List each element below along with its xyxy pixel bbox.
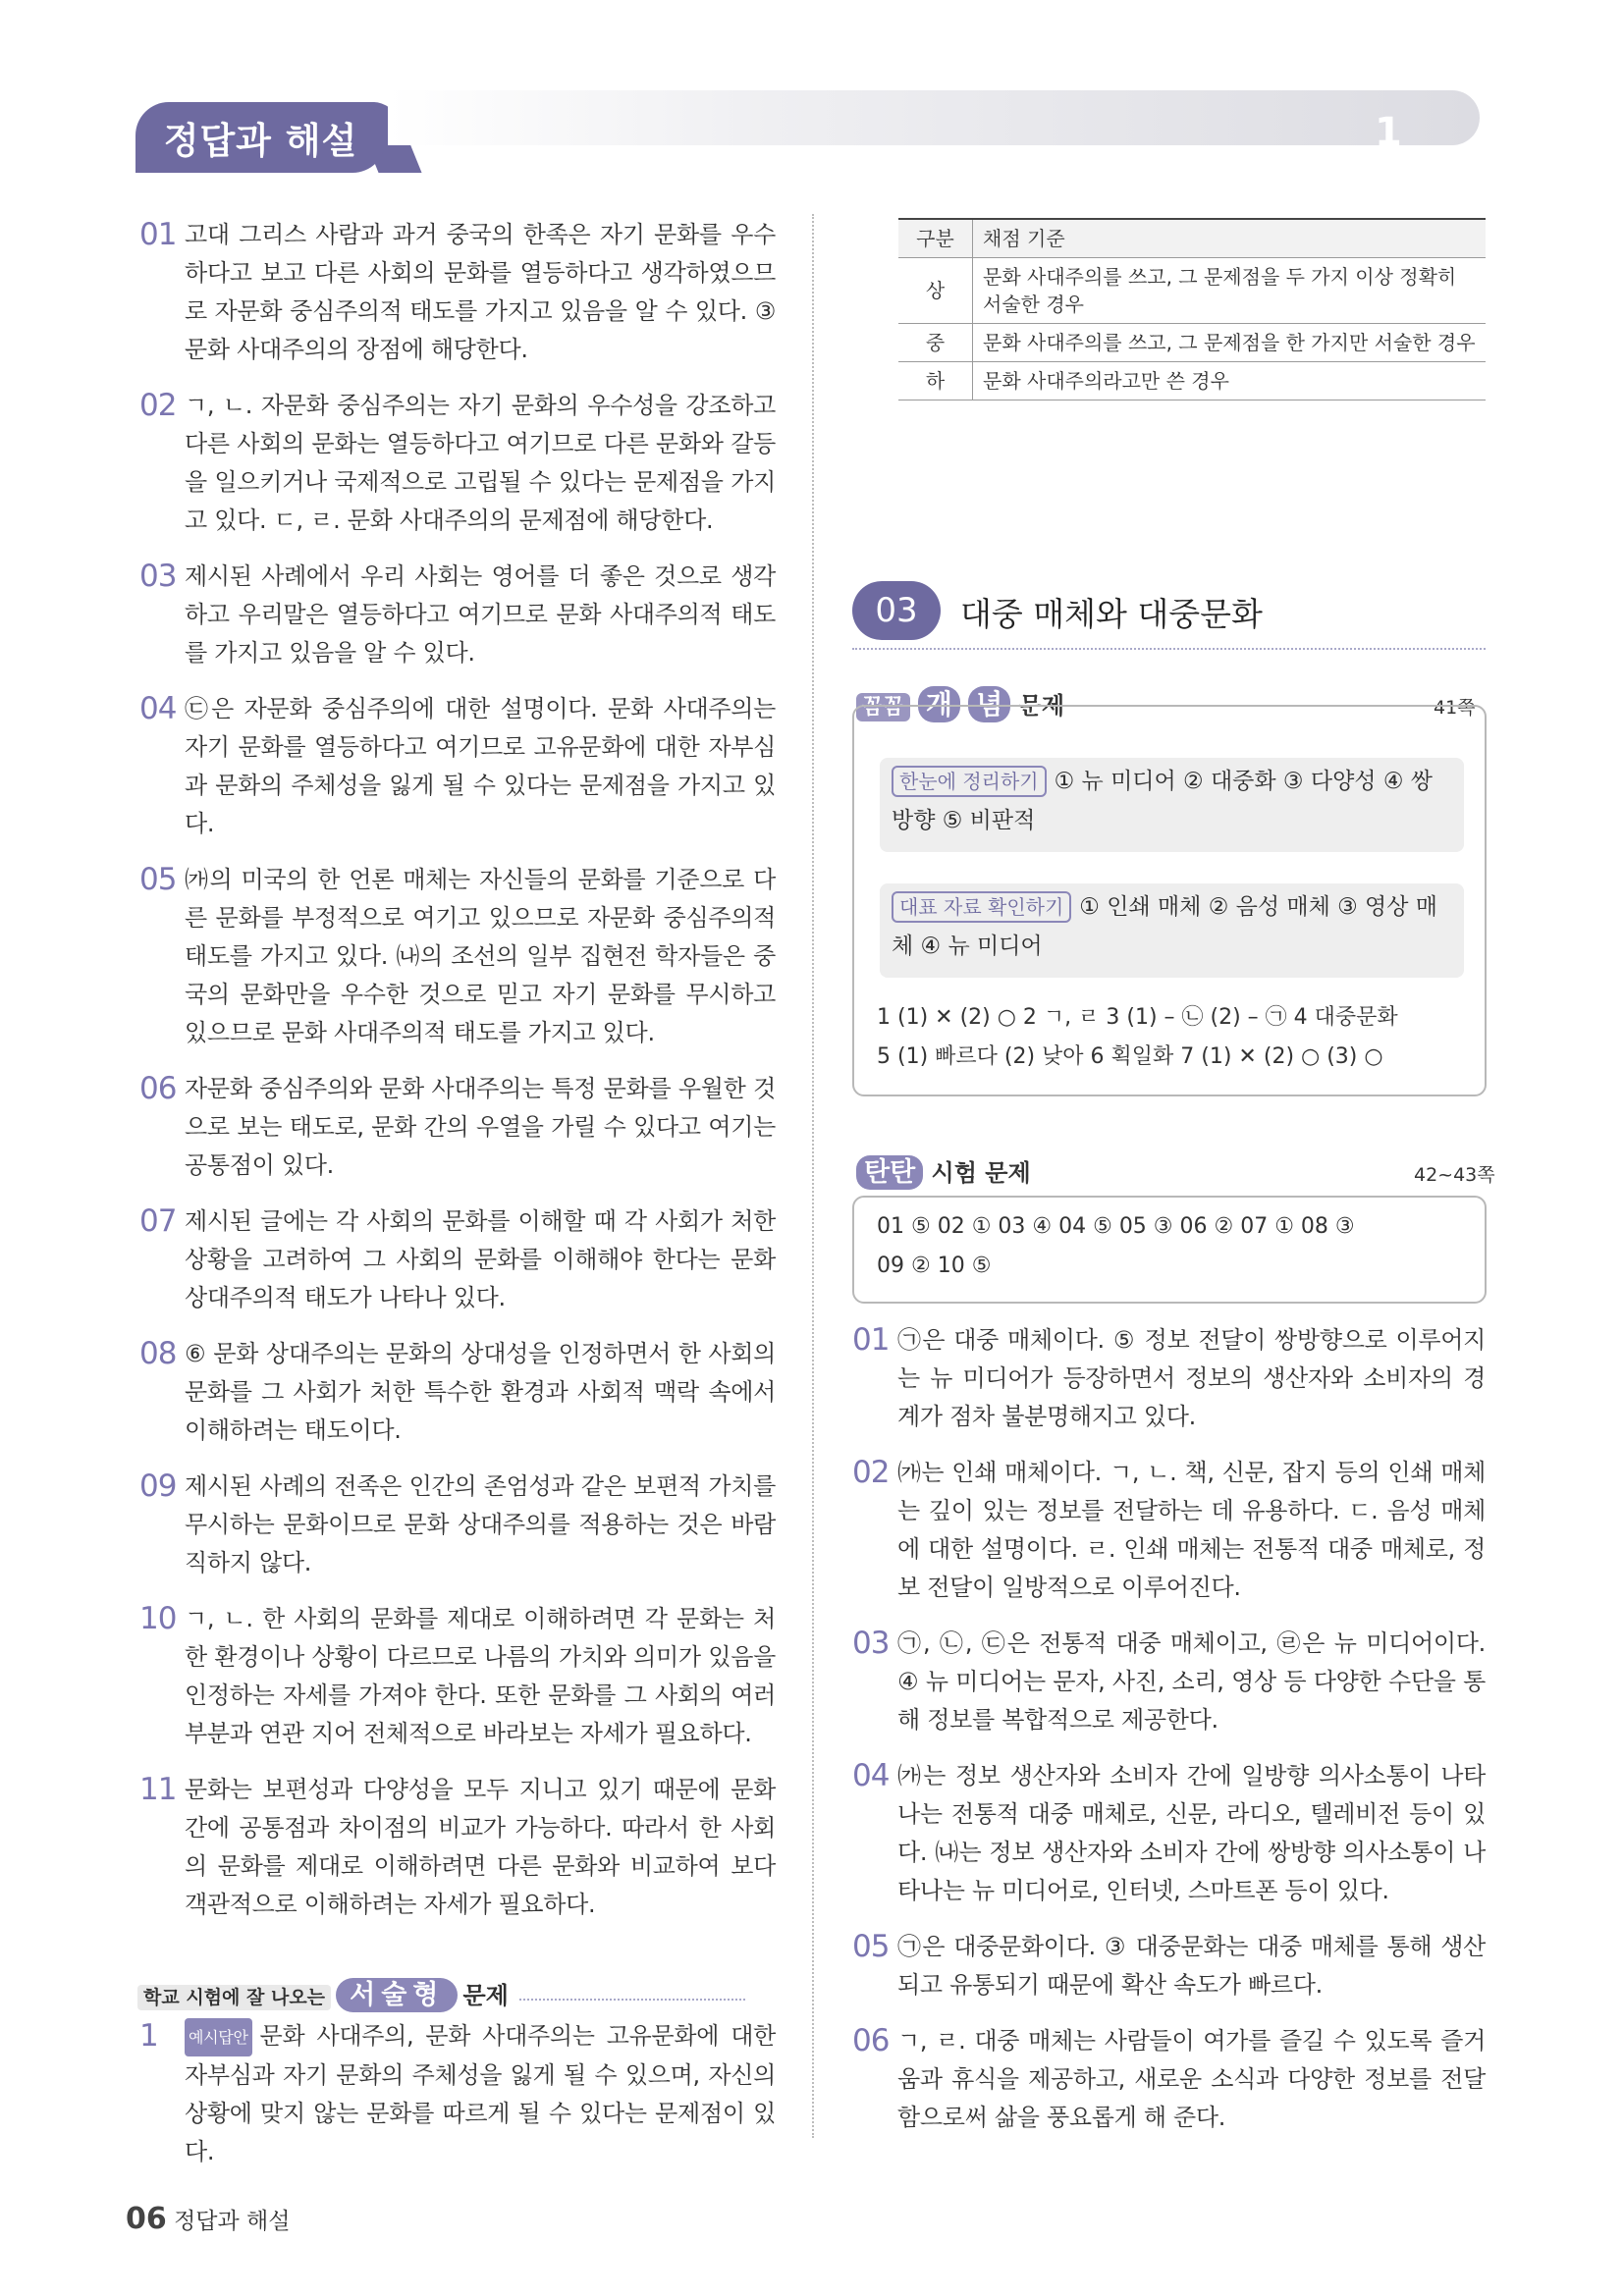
item-number: 03 — [139, 559, 177, 594]
left-column — [139, 216, 776, 1942]
item-number: 03 — [852, 1626, 890, 1661]
item-text: ㈎의 미국의 한 언론 매체는 자신들의 문화를 기준으로 다른 문화를 부정적으로 여기고 있으므로 자문화 중심주의적 태도를 가지고 있다. ㈏의 조선의 일부 집현전 학자들은 중국의 문화만을 우수한 것으로 믿고 자기 문화를 무시하고 있으므로 문화 사대주의적 태도를 가지고 있다. — [185, 866, 776, 1046]
table-cell: 문화 사대주의를 쓰고, 그 문제점을 한 가지만 서술한 경우 — [973, 324, 1487, 362]
concept-label-a: 꼼꼼 — [856, 693, 910, 721]
answer-item — [139, 1335, 776, 1450]
right-column — [852, 1321, 1486, 2155]
concept-label-b: 개 — [918, 686, 960, 722]
item-text: ㉢은 자문화 중심주의에 대한 설명이다. 문화 사대주의는 자기 문화를 열등하다고 여기므로 고유문화에 대한 자부심과 문화의 주체성을 잃게 될 수 있다는 문제점을 가지고 있다. — [185, 695, 776, 837]
concept-answers-line1: 1 (1) ✕ (2) ○ 2 ㄱ, ㄹ 3 (1) – ㉡ (2) – ㉠ 4 대중문화 — [877, 1005, 1398, 1030]
item-text: ㈎는 정보 생산자와 소비자 간에 일방향 의사소통이 나타나는 전통적 대중 매체로, 신문, 라디오, 텔레비전 등이 있다. ㈏는 정보 생산자와 소비자 간에 쌍방향 의사소통이 나타나는 뉴 미디어로, 인터넷, 스마트폰 등이 있다. — [897, 1762, 1486, 1904]
answer-item — [139, 1771, 776, 1924]
item-text: 자문화 중심주의와 문화 사대주의는 특정 문화를 우월한 것으로 보는 태도로, 문화 간의 우열을 가릴 수 있다고 여기는 공통점이 있다. — [185, 1075, 776, 1179]
table-header-grade: 구분 — [898, 219, 973, 258]
table-cell: 상 — [898, 258, 973, 324]
item-number: 05 — [139, 862, 177, 897]
material-text: ① 인쇄 매체 ② 음성 매체 ③ 영상 매체 ④ 뉴 미디어 — [892, 894, 1438, 959]
item-number: 02 — [139, 388, 177, 423]
answer-item — [852, 1625, 1486, 1739]
exam-label-a: 탄탄 — [856, 1155, 923, 1190]
item-text: ㄱ, ㄴ. 자문화 중심주의는 자기 문화의 우수성을 강조하고 다른 사회의 문화는 열등하다고 여기므로 다른 문화와 갈등을 일으키거나 국제적으로 고립될 수 있다는 문제점을 가지고 있다. ㄷ, ㄹ. 문화 사대주의의 문제점에 해당한다. — [185, 392, 776, 534]
exam-answers-line1: 01 ⑤ 02 ① 03 ④ 04 ⑤ 05 ③ 06 ② 07 ① 08 ③ — [877, 1214, 1355, 1239]
item-text — [185, 2017, 776, 2171]
seosulhyeong-item — [139, 2017, 776, 2189]
concept-answers-line2: 5 (1) 빠르다 (2) 낮아 6 획일화 7 (1) ✕ (2) ○ (3) ○ — [877, 1044, 1383, 1069]
dotted-rule — [519, 1999, 745, 2001]
header-title: 정답과 해설 — [135, 102, 386, 173]
table-cell: 중 — [898, 324, 973, 362]
footer — [126, 2202, 290, 2236]
exam-page: 42~43쪽 — [1414, 1164, 1495, 1186]
exam-label — [856, 1150, 1031, 1189]
exam-answers-line2: 09 ② 10 ⑤ — [877, 1254, 992, 1278]
answer-item — [852, 1454, 1486, 1607]
answer-item — [852, 1928, 1486, 2004]
header-band — [388, 90, 1480, 145]
item-text: 문화는 보편성과 다양성을 모두 지니고 있기 때문에 문화 간에 공통점과 차이점의 비교가 가능하다. 따라서 한 사회의 문화를 제대로 이해하려면 다른 문화와 비교하여 보다 객관적으로 이해하려는 자세가 필요하다. — [185, 1776, 776, 1918]
item-number: 09 — [139, 1468, 177, 1504]
seosulhyeong-header — [137, 1973, 771, 2008]
item-number: 11 — [139, 1772, 177, 1807]
item-text: ㉠은 대중 매체이다. ⑤ 정보 전달이 쌍방향으로 이루어지는 뉴 미디어가 등장하면서 정보의 생산자와 소비자의 경계가 점차 불분명해지고 있다. — [897, 1326, 1486, 1430]
item-number: 07 — [139, 1203, 177, 1239]
item-text: ㉠은 대중문화이다. ③ 대중문화는 대중 매체를 통해 생산되고 유통되기 때문에 확산 속도가 빠르다. — [897, 1933, 1486, 1999]
seosulhyeong-big: 서술형 — [336, 1978, 458, 2012]
summary-tag: 한눈에 정리하기 — [892, 766, 1047, 797]
item-number: 01 — [852, 1322, 890, 1358]
item-text: ㄱ, ㄴ. 한 사회의 문화를 제대로 이해하려면 각 문화는 처한 환경이나 상황이 다르므로 나름의 가치와 의미가 있음을 인정하는 자세를 가져야 한다. 또한 문화를 그 사회의 여러 부분과 연관 지어 전체적으로 바라보는 자세가 필요하다. — [185, 1605, 776, 1747]
item-text: 제시된 글에는 각 사회의 문화를 이해할 때 각 사회가 처한 상황을 고려하여 그 사회의 문화를 이해해야 한다는 문화 상대주의적 태도가 나타나 있다. — [185, 1207, 776, 1311]
item-number: 01 — [139, 217, 177, 252]
material-tag: 대표 자료 확인하기 — [892, 891, 1071, 923]
answer-item — [852, 1321, 1486, 1436]
footer-text: 정답과 해설 — [174, 2209, 291, 2234]
seosulhyeong-suffix: 문제 — [462, 1982, 509, 2009]
answer-item — [139, 216, 776, 369]
item-text: 고대 그리스 사람과 과거 중국의 한족은 자기 문화를 우수하다고 보고 다른 사회의 문화를 열등하다고 생각하였으므로 자문화 중심주의적 태도를 가지고 있음을 알 수 있다. ③ 문화 사대주의의 장점에 해당한다. — [185, 221, 776, 363]
item-number: 06 — [852, 2023, 890, 2058]
table-header-criteria: 채점 기준 — [973, 219, 1487, 258]
table-row — [898, 324, 1486, 362]
material-box — [880, 883, 1464, 978]
answer-item — [139, 1070, 776, 1185]
item-number: 06 — [139, 1071, 177, 1106]
summary-text: ① 뉴 미디어 ② 대중화 ③ 다양성 ④ 쌍방향 ⑤ 비판적 — [892, 769, 1433, 833]
item-text: ㄱ, ㄹ. 대중 매체는 사람들이 여가를 즐길 수 있도록 즐거움과 휴식을 제공하고, 새로운 소식과 다양한 정보를 전달함으로써 삶을 풍요롭게 해 준다. — [897, 2027, 1486, 2131]
table-row — [898, 362, 1486, 400]
answer-item — [852, 1757, 1486, 1910]
item-text: 제시된 사례에서 우리 사회는 영어를 더 좋은 것으로 생각하고 우리말은 열등하다고 여기므로 문화 사대주의적 태도를 가지고 있음을 알 수 있다. — [185, 562, 776, 667]
exam-label-b: 시험 문제 — [931, 1159, 1031, 1187]
answer-item — [139, 1468, 776, 1582]
item-number: 08 — [139, 1336, 177, 1371]
seosulhyeong-prefix: 학교 시험에 잘 나오는 — [137, 1985, 331, 2010]
table-cell: 문화 사대주의를 쓰고, 그 문제점을 두 가지 이상 정확히 서술한 경우 — [973, 258, 1487, 324]
concept-label-d: 문제 — [1018, 692, 1065, 720]
column-divider — [812, 214, 814, 2138]
answer-item — [139, 861, 776, 1052]
item-text: ㈎는 인쇄 매체이다. ㄱ, ㄴ. 책, 신문, 잡지 등의 인쇄 매체는 깊이 있는 정보를 전달하는 데 유용하다. ㄷ. 음성 매체에 대한 설명이다. ㄹ. 인쇄 매체는 전통적 대중 매체로, 정보 전달이 일방적으로 이루어진다. — [897, 1459, 1486, 1601]
table-cell: 하 — [898, 362, 973, 400]
item-number: 04 — [852, 1758, 890, 1793]
scoring-table — [898, 218, 1486, 400]
sample-answer-label: 예시답안 — [185, 2018, 252, 2056]
table-row — [898, 258, 1486, 324]
header-mark: 1 — [1375, 110, 1402, 155]
page-number: 06 — [126, 2202, 167, 2236]
answer-item — [852, 2022, 1486, 2137]
section-name: 대중 매체와 대중문화 — [960, 595, 1263, 633]
concept-page: 41쪽 — [1434, 697, 1476, 719]
answer-item — [139, 558, 776, 672]
table-cell: 문화 사대주의라고만 쓴 경우 — [973, 362, 1487, 400]
item-text: ㉠, ㉡, ㉢은 전통적 대중 매체이고, ㉣은 뉴 미디어이다. ④ 뉴 미디어는 문자, 사진, 소리, 영상 등 다양한 수단을 통해 정보를 복합적으로 제공한다. — [897, 1629, 1486, 1734]
item-number: 10 — [139, 1601, 177, 1636]
answer-item — [139, 1600, 776, 1753]
answer-item — [139, 690, 776, 843]
item-number: 1 — [139, 2018, 158, 2054]
sample-answer-text: 문화 사대주의, 문화 사대주의는 고유문화에 대한 자부심과 자기 문화의 주체성을 잃게 될 수 있으며, 자신의 상황에 맞지 않는 문화를 따르게 될 수 있다는 문제점이 있다. — [185, 2022, 776, 2165]
item-number: 04 — [139, 691, 177, 726]
section-title — [852, 581, 1486, 650]
section-number: 03 — [852, 581, 941, 640]
answer-item — [139, 387, 776, 540]
item-number: 05 — [852, 1929, 890, 1964]
item-text: 제시된 사례의 전족은 인간의 존엄성과 같은 보편적 가치를 무시하는 문화이므로 문화 상대주의를 적용하는 것은 바람직하지 않다. — [185, 1472, 776, 1576]
answer-item — [139, 1202, 776, 1317]
item-number: 02 — [852, 1455, 890, 1490]
summary-box — [880, 758, 1464, 852]
item-text: ⑥ 문화 상대주의는 문화의 상대성을 인정하면서 한 사회의 문화를 그 사회가 처한 특수한 환경과 사회적 맥락 속에서 이해하려는 태도이다. — [185, 1340, 776, 1444]
concept-label-c: 념 — [968, 686, 1010, 722]
